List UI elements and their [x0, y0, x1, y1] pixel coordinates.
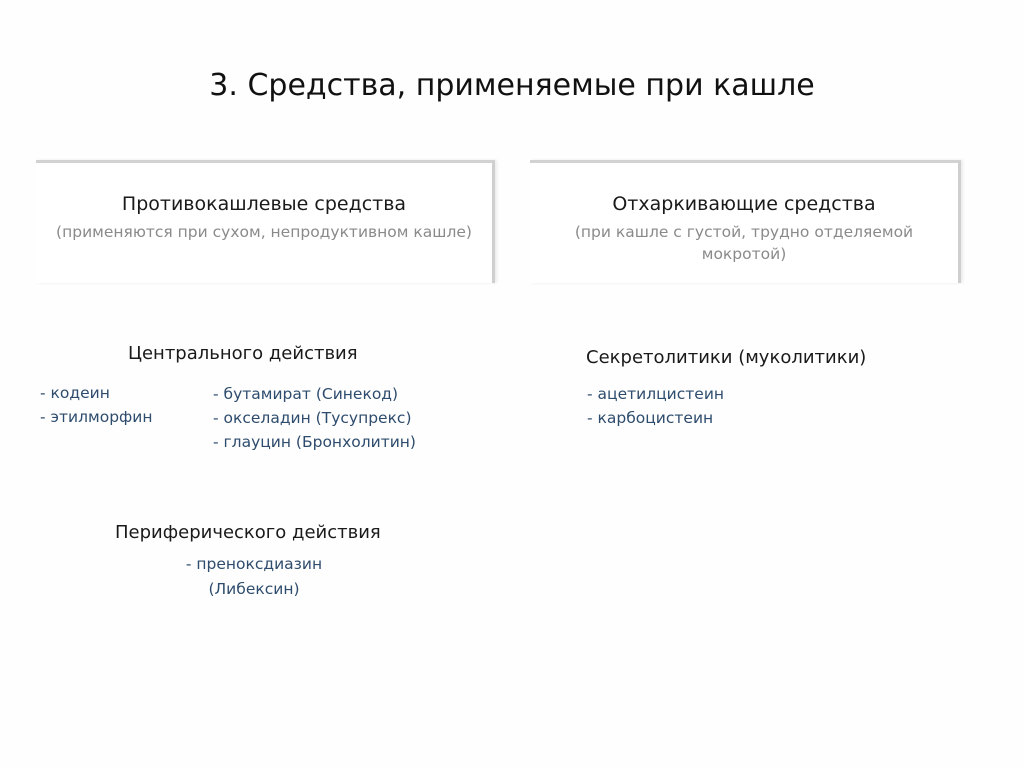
expectorant-box [530, 160, 961, 283]
antitussive-subtitle: (применяются при сухом, непродуктивном кашле) [56, 223, 472, 241]
peripheral-drug: - преноксдиазин (Либексин) [185, 555, 323, 598]
drug-item: - карбоцистеин [587, 409, 714, 427]
secretolytics-drug-list [587, 382, 724, 430]
central-drug-list-1 [40, 381, 153, 429]
antitussive-title: Противокашлевые средства [121, 193, 407, 215]
drug-item: - глауцин (Бронхолитин) [213, 433, 416, 451]
expectorant-title: Отхаркивающие средства [612, 193, 876, 215]
antitussive-box [36, 160, 495, 283]
central-drug-list-2 [213, 382, 416, 454]
drug-item: - бутамират (Синекод) [213, 385, 399, 403]
drug-item: - окселадин (Тусупрекс) [213, 409, 412, 427]
expectorant-subtitle: (при кашле с густой, трудно отделяемой мокротой) [574, 223, 914, 263]
drug-item: - кодеин [40, 384, 110, 402]
peripheral-action-heading: Периферического действия [115, 522, 381, 543]
drug-item: - этилморфин [40, 408, 153, 426]
drug-item: - ацетилцистеин [587, 385, 725, 403]
slide-title: 3. Средства, применяемые при кашле [209, 68, 815, 103]
central-action-heading: Центрального действия [128, 343, 358, 364]
secretolytics-heading: Секретолитики (муколитики) [586, 347, 867, 368]
